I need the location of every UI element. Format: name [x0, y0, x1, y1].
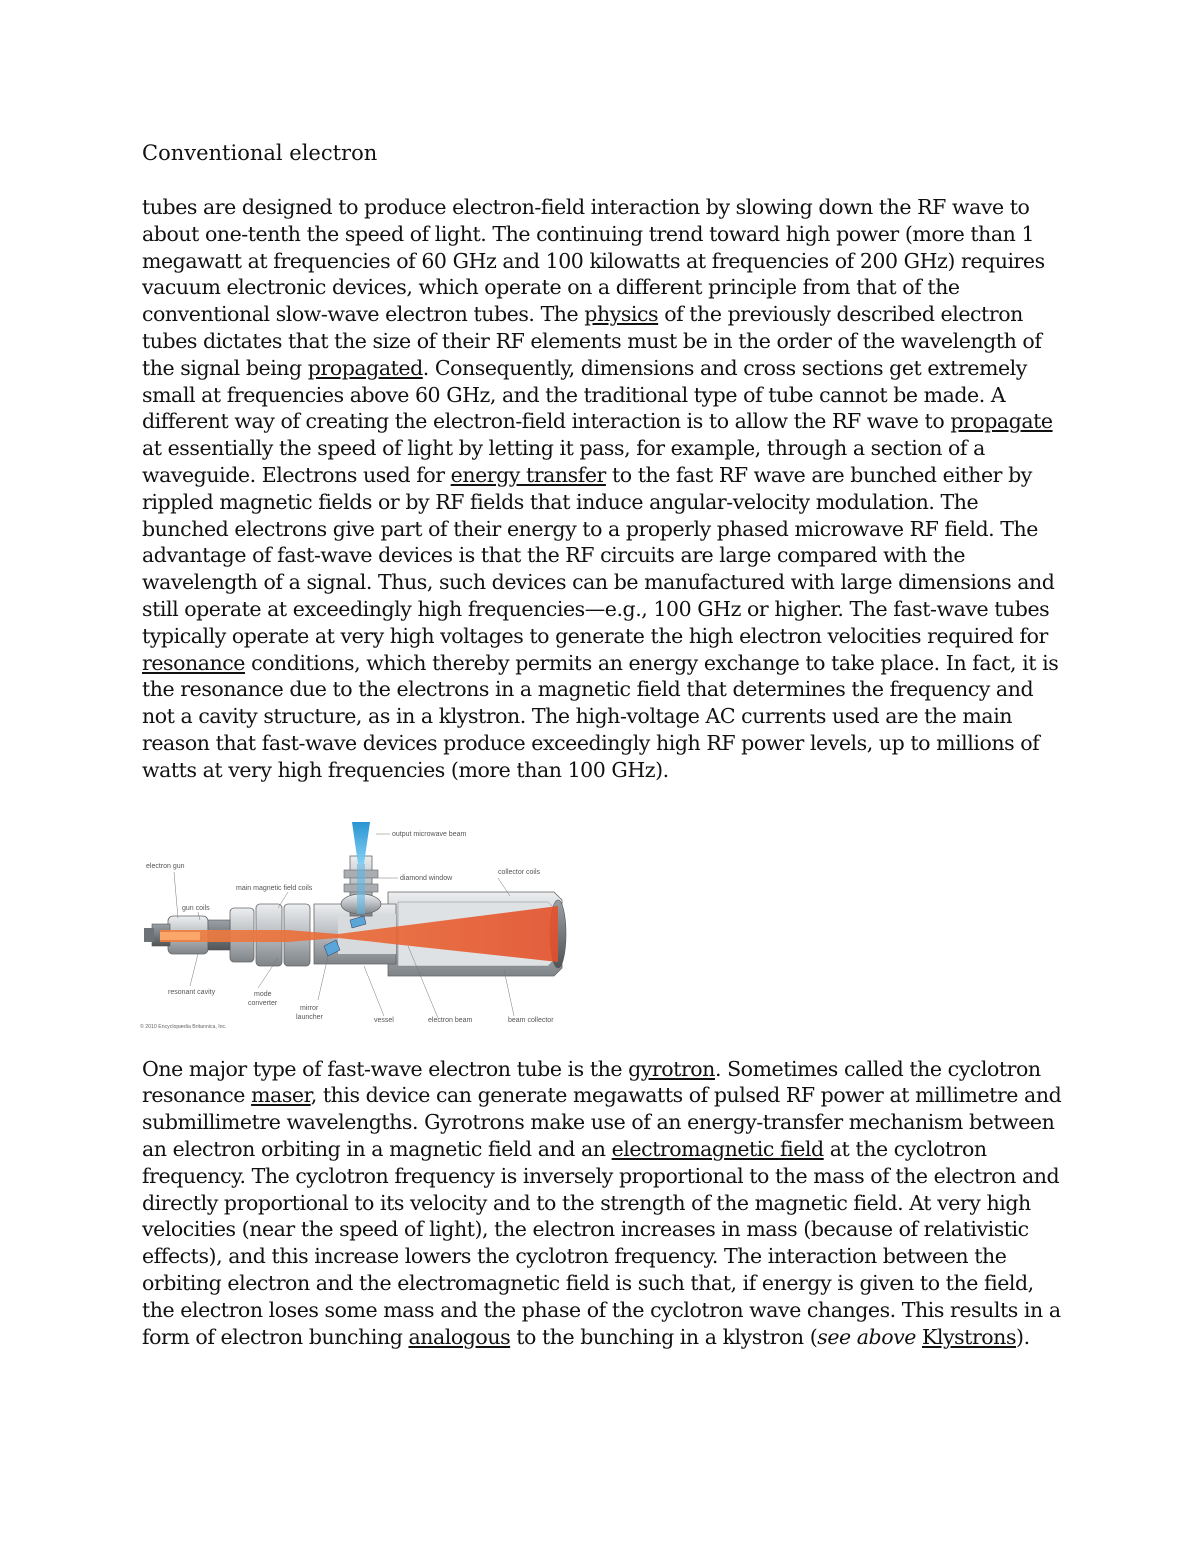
text-run: ). — [1016, 1324, 1030, 1349]
document-page — [142, 140, 1062, 1350]
gyrotron-diagram — [138, 820, 578, 1030]
label-gun-coils: gun coils — [182, 904, 210, 912]
link-electromagnetic-field[interactable]: electromagnetic field — [611, 1136, 824, 1161]
text-run: at essentially the speed of light by letting it pass, for example, through a section of a waveguide. Electrons used for — [142, 436, 985, 487]
text-run: . Sometimes called the cyclotron resonance — [142, 1056, 1041, 1108]
text-run: to the bunching in a klystron ( — [510, 1324, 818, 1349]
label-vessel: vessel — [374, 1016, 394, 1024]
label-output-beam: output microwave beam — [392, 830, 467, 838]
label-beam-collector: beam collector — [508, 1016, 554, 1024]
gyrotron-illustration — [138, 820, 578, 1030]
link-maser[interactable]: maser — [251, 1083, 311, 1108]
label-electron-beam: electron beam — [428, 1016, 473, 1024]
text-run: , this device can generate megawatts of pulsed RF power at millimetre and submillimetre wavelengths. Gyrotrons make use of an energy-transfer mechanism between an electron orbiting in a magnetic field and an — [142, 1083, 1062, 1161]
link-resonance[interactable]: resonance — [142, 650, 245, 675]
link-propagated[interactable]: propagated — [307, 355, 423, 380]
text-run: of the previously described electron tubes dictates that the size of their RF elements must be in the order of the wavelength of the signal being — [142, 302, 1042, 380]
text-run: . Consequently, dimensions and cross sections get extremely small at frequencies above 60 GHz, and the traditional type of tube cannot be made. A different way of creating the electron-field interaction is to allow the RF wave to — [142, 355, 1027, 434]
label-mirror-launcher: mirror launcher — [296, 1004, 323, 1021]
label-resonant-cavity: resonant cavity — [168, 988, 216, 996]
figure-copyright: © 2010 Encyclopædia Britannica, Inc. — [140, 1023, 227, 1030]
text-run: One major type of fast-wave electron tube is the — [142, 1056, 629, 1081]
heading: Conventional electron — [142, 141, 378, 165]
emphasis-text: see above — [817, 1324, 916, 1349]
label-collector-coils: collector coils — [498, 868, 541, 876]
label-diamond-window: diamond window — [400, 874, 453, 882]
text-run: tubes are designed to produce electron-field interaction by slowing down the RF wave to about one-tenth the speed of light. The continuing trend toward high power (more than 1 megawatt at frequencies of 60 GHz and 100 kilowatts at frequencies of 200 GHz) requires vacuum electronic devices, which operate on a different principle from that of the conventional slow-wave electron tubes. The — [142, 195, 1045, 327]
text-run: to the fast RF wave are bunched either by rippled magnetic fields or by RF fields that induce angular-velocity modulation. The bunched electrons give part of their energy to a properly phased microwave RF field. The advantage of fast-wave devices is that the RF circuits are large compared with the wavelength of a signal. Thus, such devices can be manufactured with large dimensions and still operate at exceedingly high frequencies—e.g., 100 GHz or higher. The fast-wave tubes typically operate at very high voltages to generate the high electron velocities required for — [142, 462, 1055, 648]
label-mode-converter: mode converter — [248, 990, 278, 1007]
link-energy-transfer[interactable]: energy transfer — [450, 462, 606, 487]
link-analogous[interactable]: analogous — [408, 1324, 511, 1349]
link-klystrons[interactable]: Klystrons — [921, 1324, 1017, 1349]
label-electron-gun: electron gun — [146, 862, 185, 870]
text-run: at the cyclotron frequency. The cyclotron frequency is inversely proportional to the mass of the electron and directly proportional to its velocity and to the strength of the magnetic field. At very high velocities (near the speed of light), the electron increases in mass (because of relativistic effects), and this increase lowers the cyclotron frequency. The interaction between the orbiting electron and the electromagnetic field is such that, if energy is given to the field, the electron loses some mass and the phase of the cyclotron wave changes. This results in a form of electron bunching — [142, 1136, 1061, 1349]
label-main-coils: main magnetic field coils — [236, 884, 313, 892]
link-propagate[interactable]: propagate — [950, 409, 1053, 434]
paragraph-fast-wave-devices — [142, 194, 1062, 784]
link-gyrotron[interactable]: gyrotron — [628, 1056, 715, 1081]
paragraph-gyrotron — [142, 1056, 1062, 1351]
link-physics[interactable]: physics — [584, 302, 659, 327]
text-run: conditions, which thereby permits an energy exchange to take place. In fact, it is the resonance due to the electrons in a magnetic field that determines the frequency and not a cavity structure, as in a klystron. The high-voltage AC currents used are the main reason that fast-wave devices produce exceedingly high RF power levels, up to millions of watts at very high frequencies (more than 100 GHz). — [142, 650, 1059, 782]
